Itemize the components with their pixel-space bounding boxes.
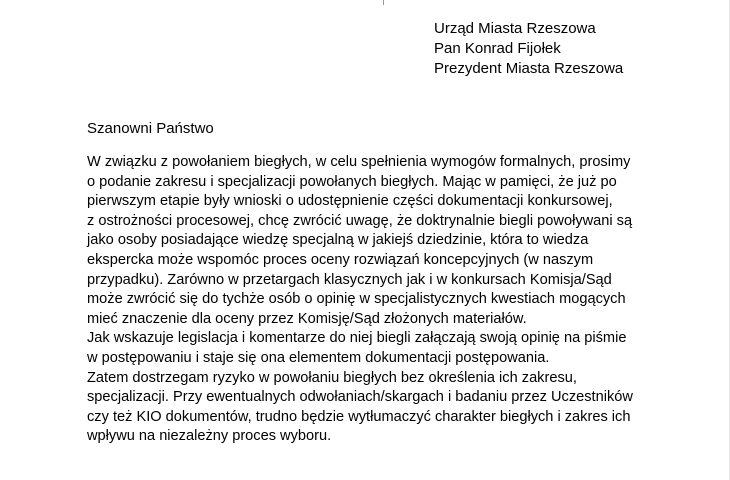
body-line: mieć znaczenie dla oceny przez Komisję/Sąd złożonych materiałów. xyxy=(87,310,527,327)
body-line: ekspercka może wspomóc proces oceny rozwiązań koncepcyjnych (w naszym xyxy=(87,251,594,268)
addressee-line: Pan Konrad Fijołek xyxy=(434,40,561,57)
letter-body xyxy=(87,153,633,447)
body-line: może zwrócić się do tychże osób o opinię w specjalistycznych kwestiach mogących xyxy=(87,291,626,308)
addressee-line: Urząd Miasta Rzeszowa xyxy=(434,20,596,37)
body-line: w postępowaniu i staje się ona elementem dokumentacji postępowania. xyxy=(87,349,550,366)
addressee-line: Prezydent Miasta Rzeszowa xyxy=(434,60,624,77)
body-line: czy też KIO dokumentów, trudno będzie wytłumaczyć charakter biegłych i zakres ich xyxy=(87,408,631,425)
body-line: specjalizacji. Przy ewentualnych odwołaniach/skargach i badaniu przez Uczestników xyxy=(87,389,633,406)
addressee-block xyxy=(434,19,623,79)
body-line: Jak wskazuje legislacja i komentarze do niej biegli załączają swoją opinię na piśmie xyxy=(87,330,627,347)
body-line: jako osoby posiadające wiedzę specjalną w jakiejś dziedzinie, która to wiedza xyxy=(87,232,589,249)
body-line: pierwszym etapie były wnioski o udostępnienie części dokumentacji konkursowej, xyxy=(87,193,613,210)
body-line: z ostrożności procesowej, chcę zwrócić uwagę, że doktrynalnie biegli powoływani są xyxy=(87,212,633,229)
body-line: przypadku). Zarówno w przetargach klasycznych jak i w konkursach Komisja/Sąd xyxy=(87,271,612,288)
body-line: Zatem dostrzegam ryzyko w powołaniu biegłych bez określenia ich zakresu, xyxy=(87,369,577,386)
body-line: o podanie zakresu i specjalizacji powołanych biegłych. Mając w pamięci, że już po xyxy=(87,173,617,190)
fold-mark xyxy=(383,0,384,5)
body-line: W związku z powołaniem biegłych, w celu spełnienia wymogów formalnych, prosimy xyxy=(87,154,631,170)
body-line: wpływu na niezależny proces wyboru. xyxy=(87,428,332,445)
salutation: Szanowni Państwo xyxy=(87,120,214,137)
